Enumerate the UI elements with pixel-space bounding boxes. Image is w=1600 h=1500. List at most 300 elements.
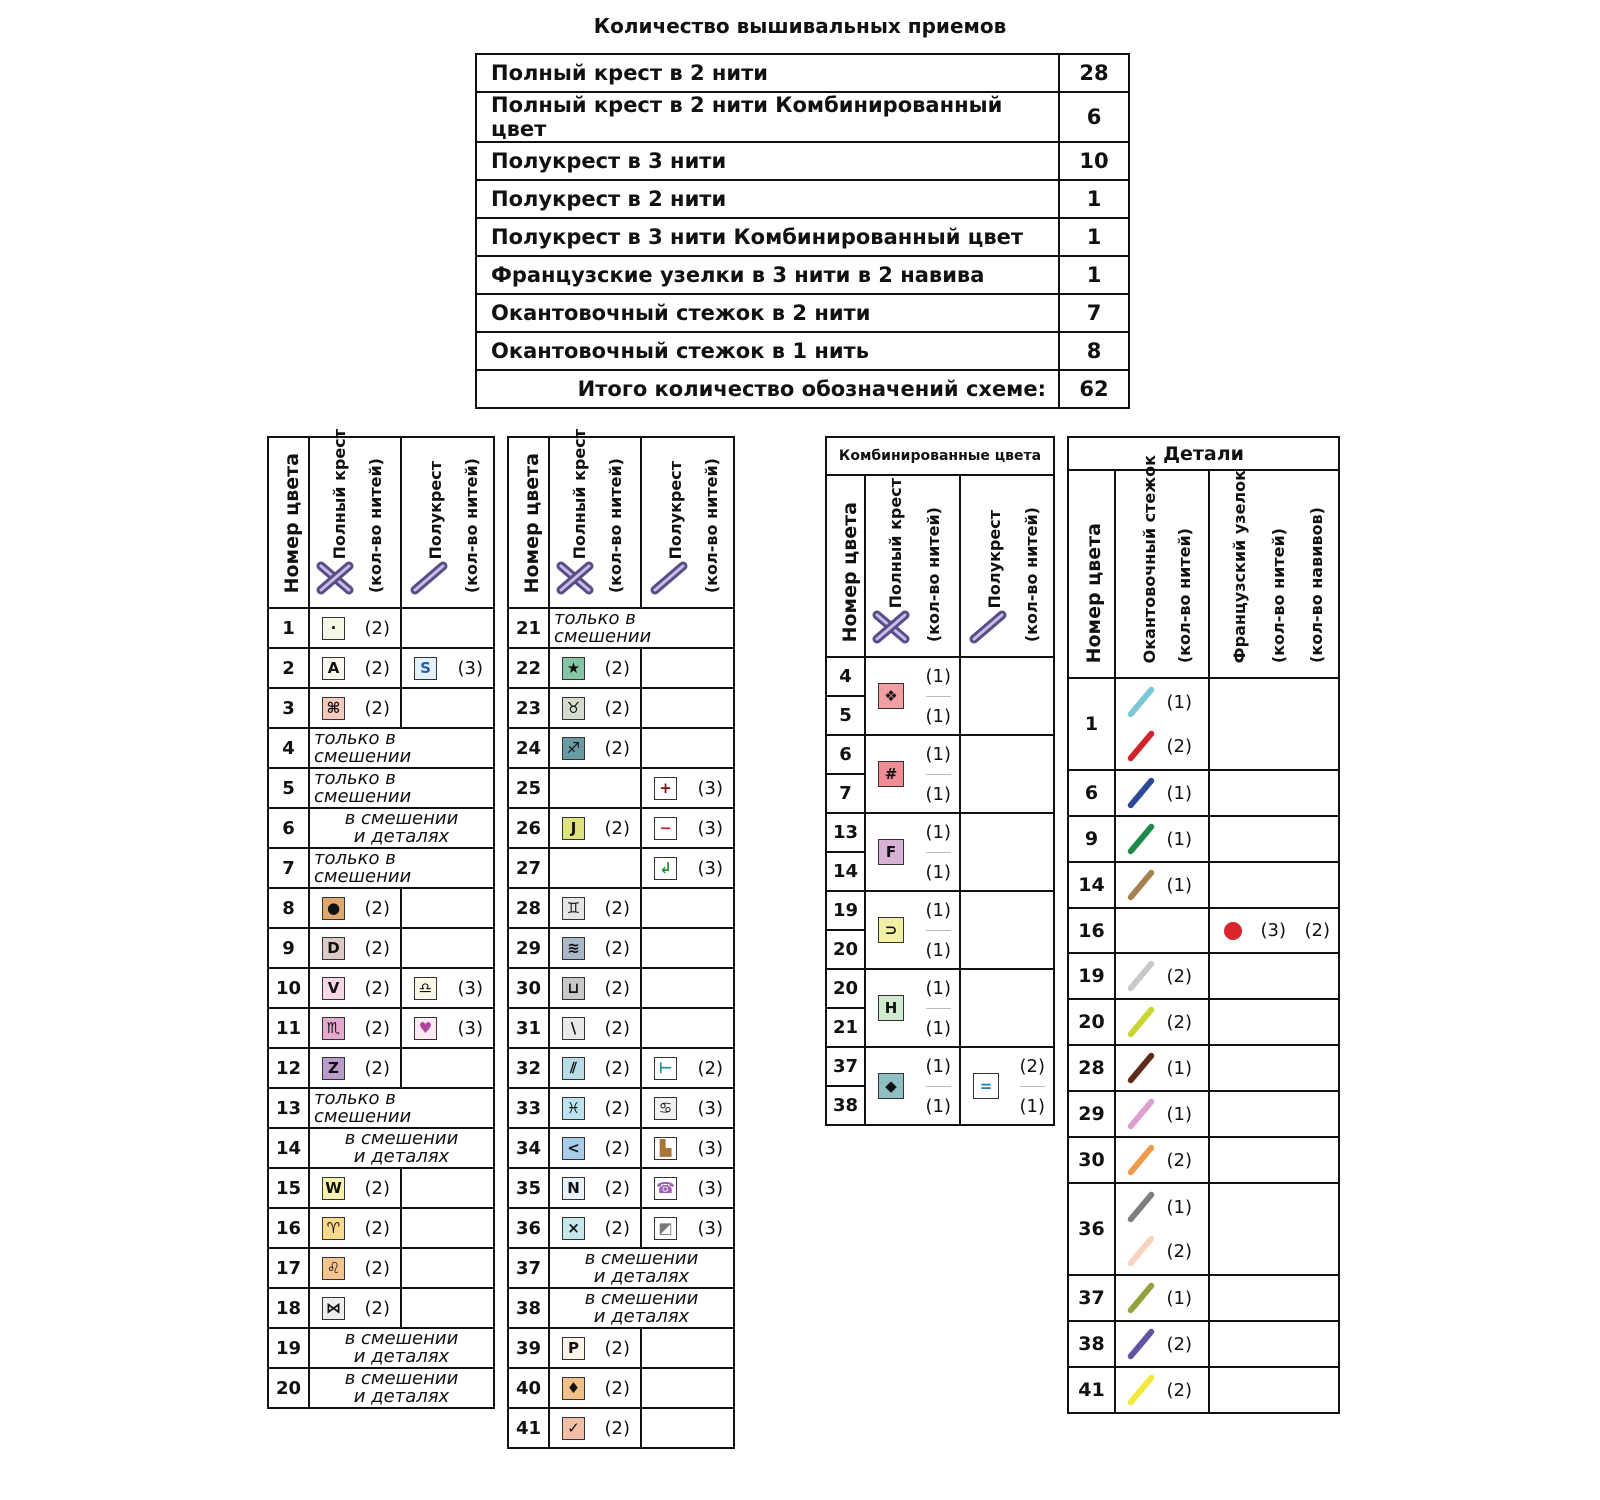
table-row bbox=[268, 1368, 494, 1408]
table-row bbox=[508, 808, 734, 848]
backstitch-item bbox=[1116, 1276, 1208, 1320]
color-number: 17 bbox=[268, 1248, 309, 1288]
full-cross-thread-count: (2) bbox=[604, 657, 630, 679]
note-cell bbox=[309, 1128, 494, 1168]
note-text: только в смешении bbox=[314, 1088, 412, 1127]
combined-symbol-icon: H bbox=[878, 995, 904, 1021]
color-number: 3 bbox=[268, 688, 309, 728]
half-cross-thread-count: (3) bbox=[697, 1097, 723, 1119]
details-row bbox=[1068, 1321, 1339, 1367]
full-cross-cell bbox=[549, 1328, 641, 1368]
color-number: 25 bbox=[508, 768, 549, 808]
combined-counts bbox=[926, 744, 952, 805]
half-cross-cell bbox=[642, 1097, 733, 1120]
thread-count: (1) bbox=[926, 744, 952, 775]
full-cross-cell bbox=[309, 608, 401, 648]
summary-value: 1 bbox=[1059, 218, 1129, 256]
color-number: 31 bbox=[508, 1008, 549, 1048]
details-row bbox=[1068, 908, 1339, 953]
note-text: только в смешении bbox=[314, 728, 412, 767]
table-row bbox=[268, 1008, 494, 1048]
table-row bbox=[508, 1088, 734, 1128]
color-number: 7 bbox=[268, 848, 309, 888]
full-cross-cell bbox=[549, 848, 641, 888]
backstitch-item bbox=[1116, 1322, 1208, 1366]
color-number: 9 bbox=[268, 928, 309, 968]
full-cross-thread-count: (2) bbox=[364, 1057, 390, 1079]
table-row bbox=[268, 848, 494, 888]
thread-count: (1) bbox=[1166, 1057, 1192, 1079]
half-cross-cell bbox=[402, 977, 493, 1000]
backstitch-item bbox=[1116, 724, 1208, 768]
table-row bbox=[508, 648, 734, 688]
full-cross-cell bbox=[310, 897, 400, 920]
summary-label: Полукрест в 3 нити Комбинированный цвет bbox=[476, 218, 1059, 256]
full-cross-symbol-icon: N bbox=[562, 1177, 585, 1200]
summary-value: 1 bbox=[1059, 256, 1129, 294]
thread-count: (2) bbox=[1166, 735, 1192, 757]
details-row bbox=[1068, 770, 1339, 816]
half-cross-symbol-icon: ◩ bbox=[654, 1217, 677, 1240]
table-row bbox=[268, 1088, 494, 1128]
color-number-header bbox=[268, 437, 309, 608]
table-row bbox=[508, 1008, 734, 1048]
combined-full-cross-cell bbox=[865, 735, 960, 813]
color-number: 20 bbox=[826, 969, 865, 1008]
half-cross-threads-label: (кол-во нитей) bbox=[462, 457, 482, 593]
color-number: 28 bbox=[508, 888, 549, 928]
full-cross-cell bbox=[310, 1177, 400, 1200]
backstitch-item bbox=[1116, 817, 1208, 861]
color-table-2 bbox=[507, 428, 735, 1449]
french-knot-cell bbox=[1209, 1045, 1339, 1091]
table-row bbox=[268, 1288, 494, 1328]
half-cross-icon bbox=[410, 561, 448, 599]
full-cross-thread-count: (2) bbox=[604, 1137, 630, 1159]
color-number: 20 bbox=[1068, 999, 1115, 1045]
half-cross-cell bbox=[641, 648, 734, 688]
half-cross-cell bbox=[402, 657, 493, 680]
color-number: 6 bbox=[826, 735, 865, 774]
color-number: 8 bbox=[268, 888, 309, 928]
color-number: 14 bbox=[1068, 862, 1115, 908]
full-cross-symbol-icon: ♊ bbox=[562, 897, 585, 920]
color-number: 5 bbox=[268, 768, 309, 808]
color-number: 29 bbox=[508, 928, 549, 968]
half-cross-cell bbox=[401, 648, 494, 688]
color-number: 38 bbox=[508, 1288, 549, 1328]
backstitch-cell bbox=[1115, 1275, 1209, 1321]
details-table bbox=[1067, 436, 1340, 1414]
summary-label: Французские узелки в 3 нити в 2 навива bbox=[476, 256, 1059, 294]
half-cross-cell bbox=[641, 928, 734, 968]
backstitch-threads-label: (кол-во нитей) bbox=[1174, 527, 1194, 663]
thread-count: (1) bbox=[1166, 691, 1192, 713]
color-number-header bbox=[1068, 470, 1115, 678]
color-number: 19 bbox=[826, 891, 865, 930]
color-number: 4 bbox=[268, 728, 309, 768]
full-cross-cell bbox=[310, 657, 400, 680]
color-number-header bbox=[826, 475, 865, 657]
color-number-label: Номер цвета bbox=[838, 501, 861, 642]
full-cross-thread-count: (2) bbox=[364, 1297, 390, 1319]
full-cross-symbol-icon: ✓ bbox=[562, 1417, 585, 1440]
color-number: 41 bbox=[1068, 1367, 1115, 1413]
thread-count: (2) bbox=[1166, 1011, 1192, 1033]
color-number: 28 bbox=[1068, 1045, 1115, 1091]
wraps-count: (2) bbox=[1304, 920, 1330, 941]
french-knot-cell bbox=[1209, 770, 1339, 816]
backstitch-cell bbox=[1115, 1367, 1209, 1413]
summary-row bbox=[476, 256, 1129, 294]
full-cross-thread-count: (2) bbox=[604, 897, 630, 919]
full-cross-cell bbox=[550, 737, 640, 760]
backstitch-line-icon bbox=[1126, 1144, 1155, 1177]
full-cross-cell bbox=[550, 657, 640, 680]
backstitch-line-icon bbox=[1126, 1374, 1155, 1407]
full-cross-symbol-icon: ⌘ bbox=[322, 697, 345, 720]
table-row bbox=[508, 728, 734, 768]
full-cross-thread-count: (2) bbox=[604, 1177, 630, 1199]
note-text: и деталях bbox=[353, 1146, 450, 1167]
color-table-1 bbox=[267, 428, 495, 1409]
full-cross-thread-count: (2) bbox=[604, 817, 630, 839]
backstitch-item bbox=[1116, 954, 1208, 998]
note-cell bbox=[309, 808, 494, 848]
details-row bbox=[1068, 1367, 1339, 1413]
french-knot-cell bbox=[1209, 1137, 1339, 1183]
full-cross-symbol-icon: ⋈ bbox=[322, 1297, 345, 1320]
details-row bbox=[1068, 678, 1339, 770]
half-cross-symbol-icon: ▙ bbox=[654, 1137, 677, 1160]
note-cell bbox=[309, 768, 494, 808]
table-row bbox=[508, 1128, 734, 1168]
table-row bbox=[508, 848, 734, 888]
combined-title: Комбинированные цвета bbox=[826, 437, 1054, 475]
full-cross-thread-count: (2) bbox=[604, 1337, 630, 1359]
summary-total-value: 62 bbox=[1059, 370, 1129, 408]
combined-half-cell bbox=[961, 1056, 1053, 1117]
combined-row bbox=[826, 1047, 1054, 1086]
color-number: 2 bbox=[268, 648, 309, 688]
full-cross-cell bbox=[549, 888, 641, 928]
backstitch-item bbox=[1116, 680, 1208, 724]
color-number: 22 bbox=[508, 648, 549, 688]
combined-counts bbox=[926, 1056, 952, 1117]
table-row bbox=[268, 688, 494, 728]
full-cross-cell bbox=[549, 768, 641, 808]
color-number: 34 bbox=[508, 1128, 549, 1168]
full-cross-header bbox=[549, 428, 641, 608]
color-number: 24 bbox=[508, 728, 549, 768]
half-cross-thread-count: (3) bbox=[697, 1177, 723, 1199]
color-number: 19 bbox=[1068, 953, 1115, 999]
half-cross-cell bbox=[402, 1017, 493, 1040]
thread-count: (1) bbox=[925, 705, 951, 727]
half-cross-cell bbox=[641, 688, 734, 728]
full-cross-thread-count: (2) bbox=[604, 1017, 630, 1039]
half-cross-symbol-icon: ♎ bbox=[414, 977, 437, 1000]
full-cross-icon bbox=[556, 561, 594, 599]
full-cross-threads-label: (кол-во нитей) bbox=[365, 457, 385, 593]
full-cross-cell bbox=[310, 1057, 400, 1080]
full-cross-thread-count: (2) bbox=[364, 617, 390, 639]
color-number: 20 bbox=[826, 930, 865, 969]
color-number: 41 bbox=[508, 1408, 549, 1448]
full-cross-symbol-icon: J bbox=[562, 817, 585, 840]
half-cross-cell bbox=[642, 817, 733, 840]
combined-counts bbox=[926, 978, 952, 1039]
backstitch-line-icon bbox=[1126, 1235, 1155, 1268]
french-knot-label: Французский узелок bbox=[1230, 469, 1250, 663]
thread-count: (1) bbox=[1166, 1196, 1192, 1218]
full-cross-cell bbox=[309, 648, 401, 688]
color-number: 7 bbox=[826, 774, 865, 813]
combined-half-symbol-icon: = bbox=[973, 1073, 999, 1099]
table-row bbox=[508, 1168, 734, 1208]
table-row bbox=[508, 608, 734, 648]
half-cross-symbol-icon: ↲ bbox=[654, 857, 677, 880]
thread-count: (1) bbox=[1166, 1103, 1192, 1125]
combined-counts bbox=[926, 900, 952, 961]
color-number: 13 bbox=[268, 1088, 309, 1128]
backstitch-line-icon bbox=[1126, 869, 1155, 902]
combined-row bbox=[826, 657, 1054, 696]
half-cross-label: Полукрест bbox=[425, 460, 445, 559]
backstitch-item bbox=[1116, 1092, 1208, 1136]
table-row bbox=[508, 888, 734, 928]
details-row bbox=[1068, 1045, 1339, 1091]
note-text: и деталях bbox=[353, 1346, 450, 1367]
french-knot-cell bbox=[1209, 908, 1339, 953]
half-cross-cell bbox=[401, 608, 494, 648]
color-number: 38 bbox=[826, 1086, 865, 1125]
half-cross-header bbox=[641, 437, 734, 608]
combined-half-cross-cell bbox=[960, 1047, 1054, 1125]
french-knot-header bbox=[1209, 470, 1339, 678]
note-cell bbox=[309, 1088, 494, 1128]
full-cross-cell bbox=[550, 697, 640, 720]
full-cross-cell bbox=[549, 1008, 641, 1048]
full-cross-thread-count: (2) bbox=[604, 737, 630, 759]
thread-count: (2) bbox=[1166, 1240, 1192, 1262]
full-cross-cell bbox=[310, 977, 400, 1000]
full-cross-symbol-icon: ≋ bbox=[562, 937, 585, 960]
summary-label: Полукрест в 3 нити bbox=[476, 142, 1059, 180]
header-row bbox=[508, 437, 734, 608]
full-cross-cell bbox=[549, 1368, 641, 1408]
full-cross-cell bbox=[550, 1017, 640, 1040]
full-cross-icon bbox=[316, 561, 354, 599]
full-cross-symbol-icon: \ bbox=[562, 1017, 585, 1040]
full-cross-cell bbox=[310, 697, 400, 720]
french-knot-cell bbox=[1209, 678, 1339, 770]
half-cross-cell bbox=[641, 1368, 734, 1408]
full-cross-thread-count: (2) bbox=[364, 937, 390, 959]
full-cross-thread-count: (2) bbox=[364, 1177, 390, 1199]
color-number: 30 bbox=[1068, 1137, 1115, 1183]
full-cross-thread-count: (2) bbox=[364, 1217, 390, 1239]
details-title-row bbox=[1068, 437, 1339, 470]
full-cross-thread-count: (2) bbox=[604, 977, 630, 999]
half-cross-threads-label: (кол-во нитей) bbox=[702, 457, 722, 593]
note-cell bbox=[549, 1288, 734, 1328]
summary-value: 1 bbox=[1059, 180, 1129, 218]
full-cross-thread-count: (2) bbox=[604, 1097, 630, 1119]
half-cross-cell bbox=[641, 968, 734, 1008]
thread-count: (2) bbox=[1166, 1333, 1192, 1355]
backstitch-cell bbox=[1115, 678, 1209, 770]
full-cross-cell bbox=[549, 1408, 641, 1448]
half-cross-cell bbox=[642, 1217, 733, 1240]
color-number: 35 bbox=[508, 1168, 549, 1208]
combined-symbol-icon: F bbox=[878, 839, 904, 865]
full-cross-symbol-icon: A bbox=[322, 657, 345, 680]
full-cross-cell bbox=[550, 1377, 640, 1400]
backstitch-header bbox=[1115, 454, 1209, 678]
thread-count: (1) bbox=[1019, 1095, 1045, 1117]
page-title: Количество вышивальных приемов bbox=[593, 14, 1007, 38]
full-cross-cell bbox=[549, 648, 641, 688]
half-cross-cell bbox=[641, 768, 734, 808]
color-number: 37 bbox=[508, 1248, 549, 1288]
combined-full-cross-cell bbox=[865, 969, 960, 1047]
french-knot-cell bbox=[1209, 1321, 1339, 1367]
full-cross-symbol-icon: ⫽ bbox=[562, 1057, 585, 1080]
color-number: 11 bbox=[268, 1008, 309, 1048]
note-text: только в смешении bbox=[554, 608, 652, 647]
backstitch-line-icon bbox=[1126, 1098, 1155, 1131]
note-cell bbox=[549, 1248, 734, 1288]
table-row bbox=[268, 728, 494, 768]
french-knot-cell bbox=[1209, 862, 1339, 908]
backstitch-item bbox=[1116, 1185, 1208, 1229]
full-cross-cell bbox=[549, 968, 641, 1008]
full-cross-cell bbox=[550, 1097, 640, 1120]
summary-value: 10 bbox=[1059, 142, 1129, 180]
backstitch-cell bbox=[1115, 908, 1209, 953]
full-cross-cell bbox=[549, 1048, 641, 1088]
color-number: 12 bbox=[268, 1048, 309, 1088]
full-cross-thread-count: (2) bbox=[364, 697, 390, 719]
backstitch-item bbox=[1116, 1138, 1208, 1182]
half-cross-cell bbox=[641, 888, 734, 928]
backstitch-line-icon bbox=[1126, 1052, 1155, 1085]
backstitch-line-icon bbox=[1126, 777, 1155, 810]
details-row bbox=[1068, 1183, 1339, 1275]
summary-total-row bbox=[476, 370, 1129, 408]
thread-count: (1) bbox=[1166, 828, 1192, 850]
french-knot-cell bbox=[1209, 999, 1339, 1045]
full-cross-symbol-icon: ♌ bbox=[322, 1257, 345, 1280]
full-cross-cell bbox=[549, 688, 641, 728]
thread-count: (2) bbox=[1166, 1379, 1192, 1401]
summary-total-label: Итого количество обозначений схеме: bbox=[476, 370, 1059, 408]
note-cell bbox=[549, 608, 734, 648]
half-cross-cell bbox=[401, 1048, 494, 1088]
backstitch-line-icon bbox=[1126, 1282, 1155, 1315]
note-text: и деталях bbox=[353, 1386, 450, 1407]
thread-count: (1) bbox=[926, 900, 952, 931]
header-row bbox=[268, 437, 494, 608]
half-cross-cell bbox=[401, 1288, 494, 1328]
color-number: 1 bbox=[1068, 678, 1115, 770]
table-row bbox=[268, 1128, 494, 1168]
details-title: Детали bbox=[1068, 437, 1339, 470]
thread-count: (1) bbox=[926, 1056, 952, 1087]
color-number: 26 bbox=[508, 808, 549, 848]
full-cross-cell bbox=[550, 977, 640, 1000]
full-cross-cell bbox=[309, 888, 401, 928]
details-row bbox=[1068, 999, 1339, 1045]
combined-symbol-icon: ⊃ bbox=[878, 917, 904, 943]
half-cross-cell bbox=[641, 728, 734, 768]
full-cross-header bbox=[309, 428, 401, 608]
combined-row bbox=[826, 891, 1054, 930]
combined-counts bbox=[926, 666, 952, 727]
full-cross-symbol-icon: ⊔ bbox=[562, 977, 585, 1000]
half-cross-thread-count: (3) bbox=[697, 777, 723, 799]
half-cross-header bbox=[960, 475, 1054, 657]
full-cross-header bbox=[865, 475, 960, 657]
summary-label: Полный крест в 2 нити bbox=[476, 54, 1059, 92]
backstitch-item bbox=[1116, 771, 1208, 815]
summary-label: Полукрест в 2 нити bbox=[476, 180, 1059, 218]
combined-half-cross-cell bbox=[960, 813, 1054, 891]
full-cross-cell bbox=[309, 1288, 401, 1328]
table-row bbox=[268, 608, 494, 648]
summary-row bbox=[476, 294, 1129, 332]
summary-row bbox=[476, 332, 1129, 370]
half-cross-symbol-icon: ♥ bbox=[414, 1017, 437, 1040]
french-knot-cell bbox=[1209, 1275, 1339, 1321]
full-cross-cell bbox=[549, 1208, 641, 1248]
combined-cell bbox=[866, 744, 959, 805]
half-cross-label: Полукрест bbox=[984, 509, 1004, 608]
thread-count: (3) bbox=[1260, 920, 1286, 941]
note-text: в смешении bbox=[344, 1368, 459, 1389]
half-cross-cell bbox=[401, 688, 494, 728]
full-cross-symbol-icon: · bbox=[322, 617, 345, 640]
half-cross-cell bbox=[401, 1248, 494, 1288]
half-cross-cell bbox=[642, 1137, 733, 1160]
color-number: 18 bbox=[268, 1288, 309, 1328]
full-cross-thread-count: (2) bbox=[364, 1017, 390, 1039]
thread-count: (1) bbox=[1166, 874, 1192, 896]
color-number: 10 bbox=[268, 968, 309, 1008]
table-row bbox=[268, 1208, 494, 1248]
full-cross-cell bbox=[550, 1137, 640, 1160]
thread-count: (2) bbox=[1020, 1056, 1046, 1087]
half-cross-cell bbox=[401, 968, 494, 1008]
half-cross-cell bbox=[642, 1057, 733, 1080]
table-row bbox=[268, 1248, 494, 1288]
table-row bbox=[508, 768, 734, 808]
table-row bbox=[508, 928, 734, 968]
full-cross-cell bbox=[309, 1008, 401, 1048]
summary-value: 7 bbox=[1059, 294, 1129, 332]
full-cross-thread-count: (2) bbox=[364, 977, 390, 999]
color-number: 15 bbox=[268, 1168, 309, 1208]
full-cross-label: Полный крест bbox=[886, 477, 906, 608]
thread-count: (1) bbox=[925, 783, 951, 805]
backstitch-line-icon bbox=[1126, 1006, 1155, 1039]
summary-row bbox=[476, 92, 1129, 142]
backstitch-line-icon bbox=[1126, 1328, 1155, 1361]
table-row bbox=[508, 1328, 734, 1368]
details-row bbox=[1068, 816, 1339, 862]
color-number: 6 bbox=[268, 808, 309, 848]
